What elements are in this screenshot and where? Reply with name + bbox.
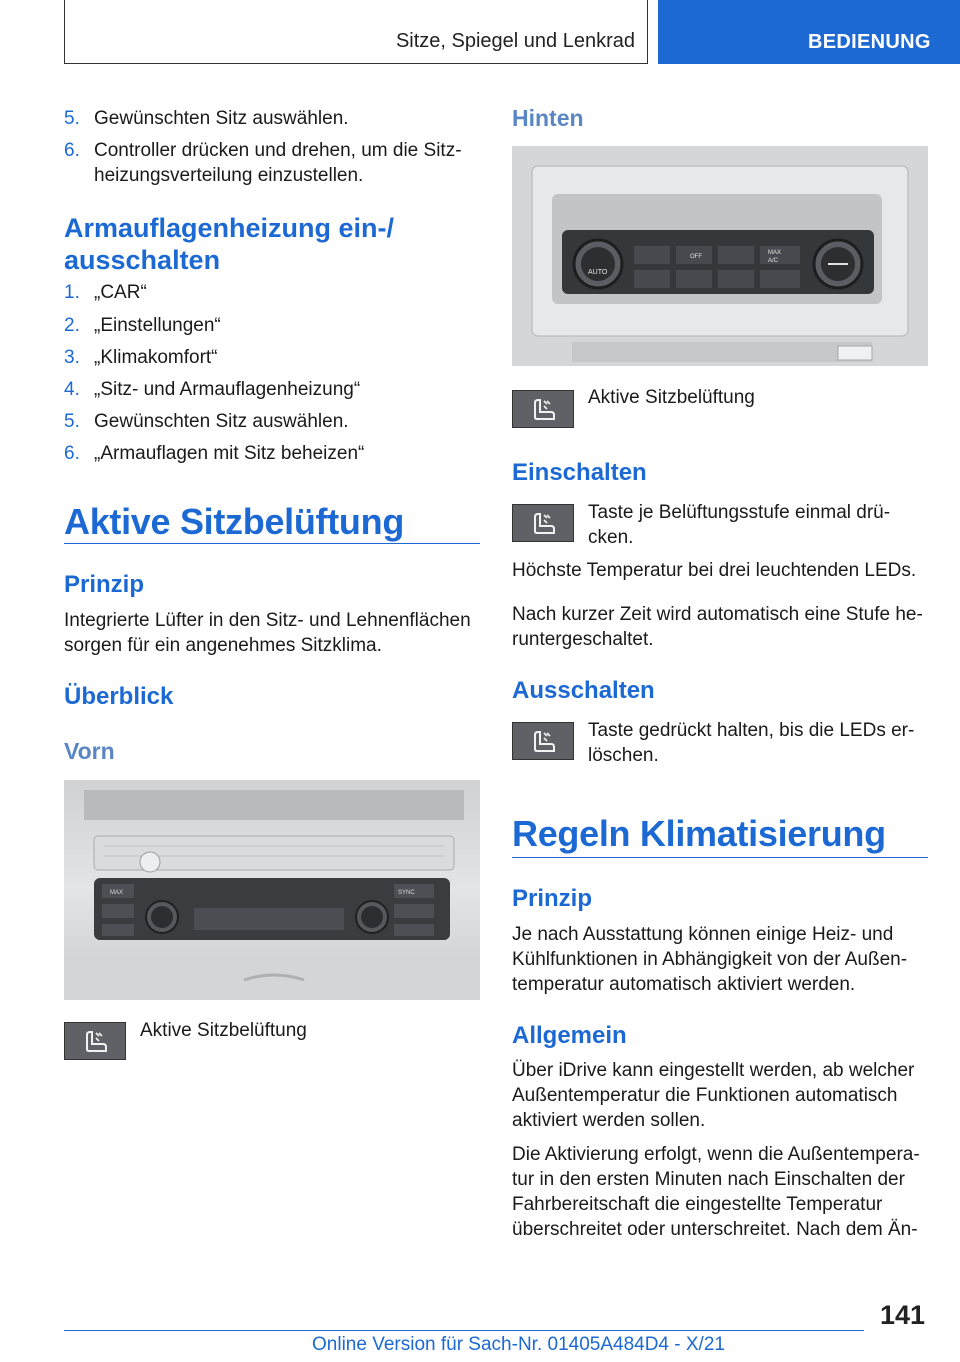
step-text: „Einstellungen“ (94, 315, 221, 336)
vorn-caption: Aktive Sitzbelüftung (140, 1020, 307, 1041)
header-section-box (64, 0, 648, 64)
step-number: 6. (64, 443, 80, 464)
step-text: „Sitz- und Armauflagenheizung“ (94, 379, 361, 400)
title-rule (512, 857, 928, 858)
step-text: „Armauflagen mit Sitz beheizen“ (94, 443, 365, 464)
seat-ventilation-button-icon (512, 390, 574, 428)
seat-ventilation-button-icon (64, 1022, 126, 1060)
prinzip-right-paragraph: Je nach Ausstattung können einige Heiz- und Kühlfunktionen in Abhängigkeit von der Außen-temperatur automatisch aktiviert werden. (512, 924, 908, 995)
step-number: 5. (64, 411, 80, 432)
section-title-ueberblick: Überblick (64, 683, 174, 710)
step-number: 4. (64, 379, 80, 400)
section-title-armauflage: Armauflagenheizung ein-/ ausschalten (64, 213, 395, 275)
section-title-allgemein: Allgemein (512, 1022, 627, 1049)
max-label: MAX (768, 250, 782, 256)
einschalten-instruction: Taste je Belüftungsstufe einmal drü-cken. (588, 502, 891, 548)
footer-version-text: Online Version für Sach-Nr. 01405A484D4 - X/21 (312, 1334, 725, 1355)
header-chapter-label: BEDIENUNG (808, 31, 931, 53)
step-text: „Klimakomfort“ (94, 347, 218, 368)
footer-rule (64, 1330, 864, 1331)
section-title-prinzip: Prinzip (64, 571, 145, 598)
allgemein-paragraph-2: Die Aktivierung erfolgt, wenn die Außentempera-tur in den ersten Minuten nach Einschalten der Fahrbereitschaft die eingestellte Temperatur überschreitet oder unterschreitet. Nach dem Än- (512, 1144, 920, 1240)
section-title-prinzip-right: Prinzip (512, 885, 593, 912)
einschalten-paragraph-2: Nach kurzer Zeit wird automatisch eine Stufe he-runtergeschaltet. (512, 604, 923, 650)
step-text: „CAR“ (94, 282, 147, 303)
step-number: 2. (64, 315, 80, 336)
section-title-ausschalten: Ausschalten (512, 677, 655, 704)
front-console-photo (64, 780, 480, 1000)
step-number: 1. (64, 282, 80, 303)
seat-ventilation-button-icon (512, 504, 574, 542)
sync-label: SYNC (398, 890, 415, 896)
prinzip-paragraph: Integrierte Lüfter in den Sitz- und Lehnenflächen sorgen für ein angenehmes Sitzklima. (64, 610, 471, 656)
step-number: 5. (64, 108, 80, 129)
title-rule (64, 543, 480, 544)
step-text: Gewünschten Sitz auswählen. (94, 108, 349, 129)
chapter-title-regeln-klimatisierung: Regeln Klimatisierung (512, 813, 886, 854)
rear-console-photo (512, 146, 928, 366)
step-number: 3. (64, 347, 80, 368)
step-number: 6. (64, 140, 80, 161)
einschalten-paragraph-1: Höchste Temperatur bei drei leuchtenden LEDs. (512, 560, 917, 581)
header-section-title: Sitze, Spiegel und Lenkrad (395, 30, 635, 52)
ausschalten-instruction: Taste gedrückt halten, bis die LEDs er-löschen. (588, 720, 915, 766)
off-label: OFF (690, 254, 702, 260)
step-text: Gewünschten Sitz auswählen. (94, 411, 349, 432)
subsection-title-vorn: Vorn (64, 738, 115, 764)
hinten-caption: Aktive Sitzbelüftung (588, 387, 755, 408)
seat-ventilation-button-icon (512, 722, 574, 760)
page-number: 141 (880, 1300, 926, 1330)
ac-label: A/C (768, 258, 779, 264)
auto-label: AUTO (588, 269, 608, 276)
max-ac-label: MAX (110, 890, 124, 896)
chapter-title-aktive-sitzbelueftung: Aktive Sitzbelüftung (64, 501, 405, 542)
allgemein-paragraph-1: Über iDrive kann eingestellt werden, ab welcher Außentemperatur die Funktionen automatisch aktiviert werden sollen. (512, 1060, 915, 1131)
header-chapter-tab[interactable] (658, 0, 960, 64)
section-title-einschalten: Einschalten (512, 459, 647, 486)
step-text: Controller drücken und drehen, um die Sitz-heizungsverteilung einzustellen. (94, 140, 462, 186)
subsection-title-hinten: Hinten (512, 105, 584, 131)
